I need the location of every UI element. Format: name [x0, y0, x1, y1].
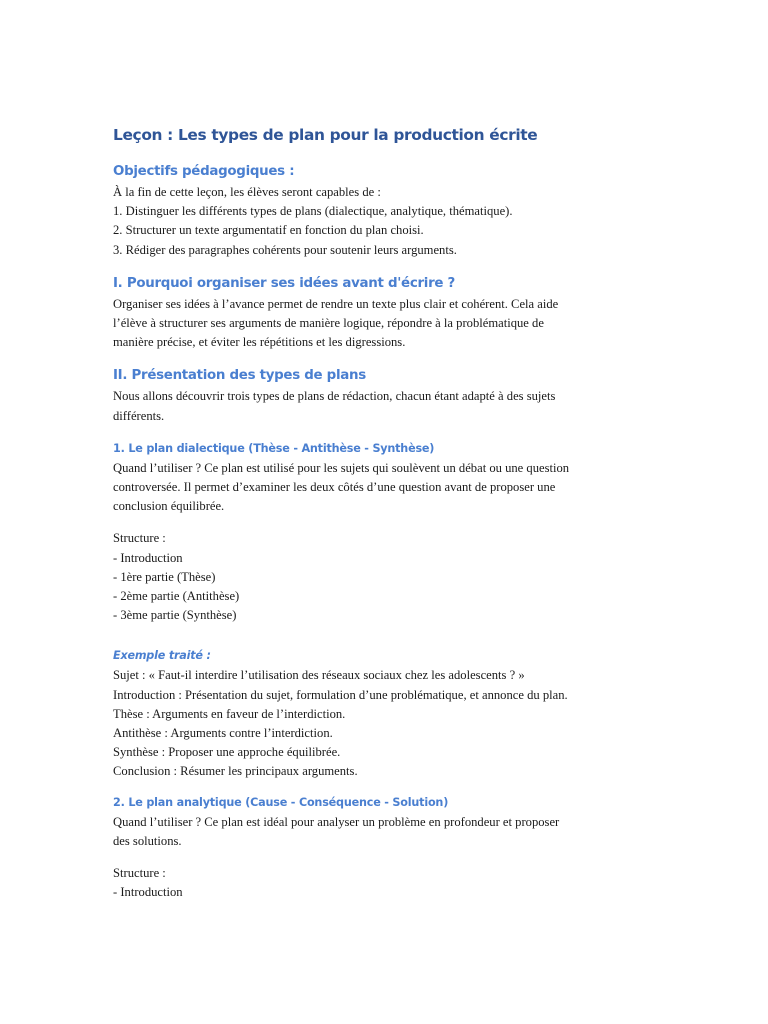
section2-intro-line: différents. — [113, 408, 165, 423]
plan1-usage-line: conclusion équilibrée. — [113, 499, 225, 514]
example-paragraph — [113, 666, 653, 781]
plan1-structure-line: - 1ère partie (Thèse) — [113, 569, 216, 584]
plan1-heading: 1. Le plan dialectique (Thèse - Antithèse - Synthèse) — [113, 441, 435, 455]
plan2-structure-line: Structure : — [113, 866, 166, 881]
plan1-usage — [113, 459, 653, 517]
plan1-structure — [113, 529, 653, 625]
example-line: Conclusion : Résumer les principaux arguments. — [113, 764, 358, 779]
section1-paragraph — [113, 295, 653, 353]
plan1-structure-line: Structure : — [113, 531, 166, 546]
section1-line: Organiser ses idées à l’avance permet de rendre un texte plus clair et cohérent. Cela aide — [113, 296, 559, 311]
section1-heading: I. Pourquoi organiser ses idées avant d'écrire ? — [113, 275, 455, 291]
document-page — [113, 124, 653, 902]
plan1-structure-line: - 2ème partie (Antithèse) — [113, 589, 240, 604]
section2-heading: II. Présentation des types de plans — [113, 368, 366, 384]
plan2-structure-line: - Introduction — [113, 885, 183, 900]
section1-line: l’élève à structurer ses arguments de manière logique, répondre à la problématique de — [113, 316, 544, 331]
section2-intro-line: Nous allons découvrir trois types de plans de rédaction, chacun étant adapté à des sujets — [113, 389, 556, 404]
objectives-line: 2. Structurer un texte argumentatif en fonction du plan choisi. — [113, 223, 424, 238]
plan1-structure-line: - 3ème partie (Synthèse) — [113, 608, 237, 623]
example-line: Introduction : Présentation du sujet, formulation d’une problématique, et annonce du plan. — [113, 687, 568, 702]
objectives-line: 3. Rédiger des paragraphes cohérents pour soutenir leurs arguments. — [113, 242, 457, 257]
plan1-structure-line: - Introduction — [113, 550, 183, 565]
plan2-heading: 2. Le plan analytique (Cause - Conséquence - Solution) — [113, 795, 449, 809]
plan2-usage-line: des solutions. — [113, 833, 182, 848]
plan1-usage-line: Quand l’utiliser ? Ce plan est utilisé pour les sujets qui soulèvent un débat ou une question — [113, 460, 570, 475]
section2-intro — [113, 387, 653, 425]
plan2-usage — [113, 813, 653, 851]
section1-line: manière précise, et éviter les répétitions et les digressions. — [113, 335, 406, 350]
objectives-line: À la fin de cette leçon, les élèves seront capables de : — [113, 185, 381, 199]
example-line: Thèse : Arguments en faveur de l’interdiction. — [113, 706, 346, 721]
objectives-paragraph — [113, 183, 653, 260]
plan2-structure — [113, 864, 653, 902]
example-line: Synthèse : Proposer une approche équilibrée. — [113, 745, 341, 760]
plan2-usage-line: Quand l’utiliser ? Ce plan est idéal pour analyser un problème en profondeur et proposer — [113, 814, 560, 829]
lesson-title: Leçon : Les types de plan pour la production écrite — [113, 126, 538, 144]
objectives-heading: Objectifs pédagogiques : — [113, 164, 295, 179]
plan1-usage-line: controversée. Il permet d’examiner les deux côtés d’une question avant de proposer une — [113, 480, 556, 495]
objectives-line: 1. Distinguer les différents types de plans (dialectique, analytique, thématique). — [113, 204, 513, 219]
example-line: Antithèse : Arguments contre l’interdiction. — [113, 726, 333, 741]
example-heading: Exemple traité : — [113, 649, 211, 663]
example-line: Sujet : « Faut-il interdire l’utilisation des réseaux sociaux chez les adolescents ? » — [113, 668, 525, 683]
